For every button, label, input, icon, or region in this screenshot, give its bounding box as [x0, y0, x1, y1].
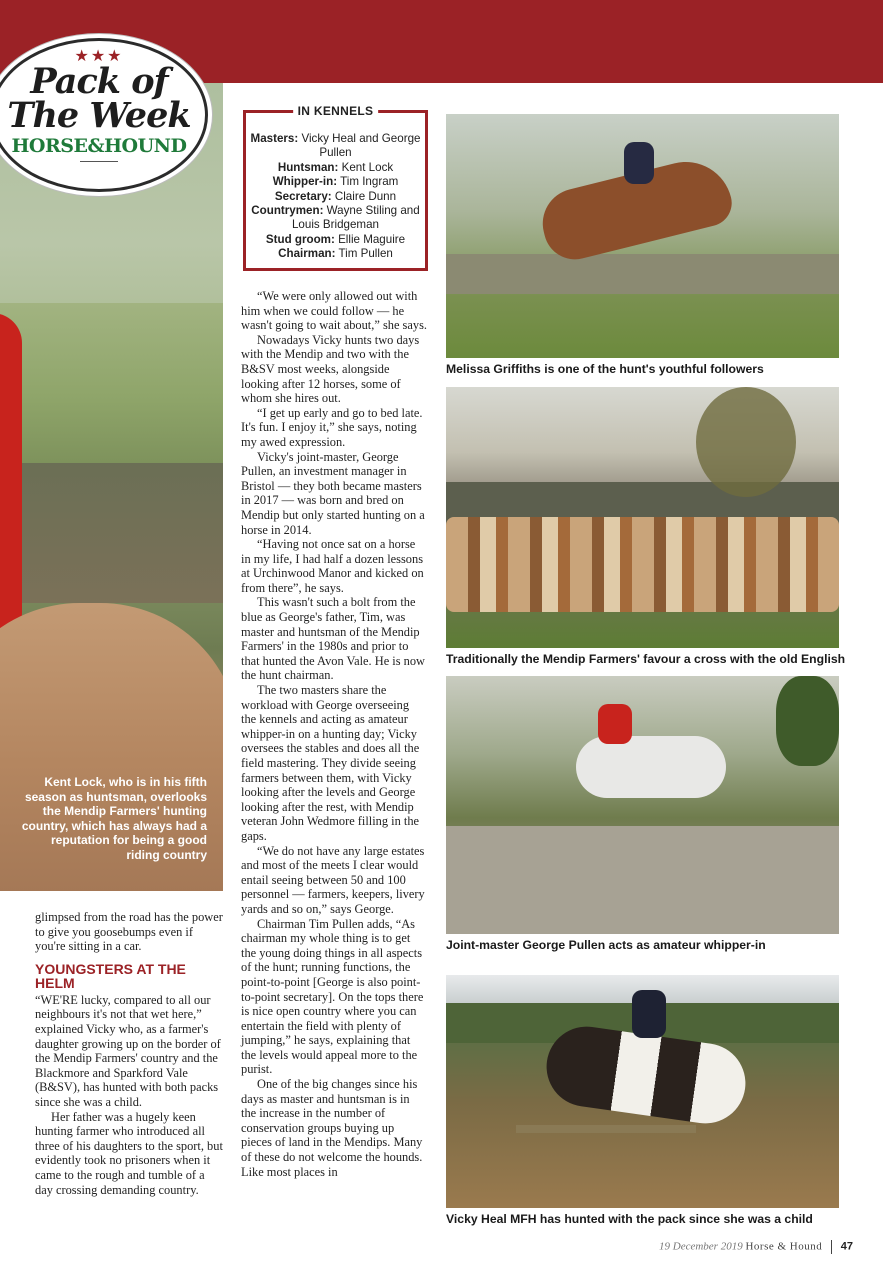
paragraph: “Having not once sat on a horse in my life, I had half a dozen lessons at Urchinwood Manor and kicked on from there”, he says.: [241, 537, 424, 595]
red-coat-rider: [598, 704, 632, 744]
badge-divider: [80, 161, 118, 162]
kennels-value: Wayne Stiling and Louis Bridgeman: [291, 204, 420, 232]
kennels-row: [250, 204, 421, 233]
rider-shape: [632, 990, 666, 1038]
hound-pack: [446, 517, 839, 612]
kennels-row: [250, 161, 421, 175]
kennels-value: Claire Dunn: [334, 189, 397, 203]
photo-hedge: [0, 463, 223, 603]
photo-caption: Traditionally the Mendip Farmers' favour a cross with the old English: [446, 652, 846, 666]
paragraph: Her father was a hugely keen hunting farmer who introduced all three of his daughters to the sport, but evidently took no prisoners when it came to the rough and tumble of a day crossing demanding country.: [35, 1109, 223, 1197]
kennels-row: [250, 190, 421, 204]
kennels-label: Countrymen:: [251, 204, 324, 218]
paragraph: “We do not have any large estates and most of the meets I clear would entail seeing between 50 and 100 personnel — farmers, keepers, livery yards and so on,” says George.: [241, 843, 425, 916]
kennels-row: [250, 175, 421, 189]
grey-horse-photo: [446, 676, 839, 934]
badge-brand: HORSE&HOUND: [11, 135, 187, 157]
paragraph: “WE'RE lucky, compared to all our neighbours it's not that wet here,” explained Vicky who, as a farmer's daughter growing up on the border of the Mendip Farmers' country and the Blackmore and Sparkford Vale (B&SV), has hunted with both packs since she was a child.: [35, 992, 221, 1109]
kennels-value: Ellie Maguire: [338, 232, 406, 246]
paragraph: glimpsed from the road has the power to give you goosebumps even if you're sitting in a car.: [35, 910, 223, 954]
rider-shape: [624, 142, 654, 184]
paragraph: One of the big changes since his days as master and huntsman is in the increase in the number of conservation groups buying up pieces of land in the Mendips. Many of these do not welcome the hounds. Like most places in: [241, 1077, 423, 1179]
kennels-label: Whipper-in:: [272, 175, 338, 189]
paragraph: Nowadays Vicky hunts two days with the Mendip and two with the B&SV most weeks, alongside looking after 12 horses, some of whom she hires out.: [241, 332, 420, 406]
subheading: YOUNGSTERS AT THE HELM: [35, 960, 186, 991]
kennels-value: Kent Lock: [341, 160, 394, 174]
rider-jumping-photo: [446, 114, 839, 358]
photo-caption: Vicky Heal MFH has hunted with the pack since she was a child: [446, 1212, 813, 1226]
page-number: 47: [840, 1240, 853, 1253]
page-footer: [659, 1240, 853, 1254]
in-kennels-title: IN KENNELS: [293, 104, 379, 118]
grey-horse-shape: [576, 736, 726, 798]
hounds-photo: [446, 387, 839, 648]
kennels-value: Tim Pullen: [338, 247, 393, 261]
paragraph: “I get up early and go to bed late. It's fun. I enjoy it,” she says, noting my awed expression.: [241, 405, 423, 449]
article-column-left: [35, 910, 225, 1197]
paragraph: The two masters share the workload with George overseeing the kennels and acting as amateur whipper-in on a hunting day; Vicky oversees the stables and does all the field mastering. They divide seeing farmers between them, with Vicky looking after the levels and George looking after the rest, with Mendip veteran John Wedmore filling in the gaps.: [241, 683, 420, 843]
tree-shape: [776, 676, 839, 766]
magazine-name: Horse & Hound: [745, 1240, 823, 1253]
paragraph: “We were only allowed out with him when we could follow — he wasn't going to wait about,” she says.: [241, 289, 427, 333]
kennels-value: Vicky Heal and George Pullen: [301, 132, 421, 160]
photo-field: [0, 303, 223, 463]
tree-shape: [696, 387, 796, 497]
kennels-label: Stud groom:: [265, 232, 335, 246]
photo-caption: Joint-master George Pullen acts as amateur whipper-in: [446, 938, 766, 952]
fence-rail: [516, 1125, 696, 1133]
footer-divider: [831, 1240, 832, 1254]
stone-wall: [446, 826, 839, 934]
paragraph: Chairman Tim Pullen adds, “As chairman my whole thing is to get the young doing things in all aspects of the hunt; running functions, the point-to-point [George is also point-to-point secretary]. On the tops there is nice open country where you can entertain the field with plenty of jumping,” he says, explaining that the levels would appeal more to the purist.: [241, 916, 424, 1077]
kennels-label: Masters:: [250, 132, 299, 145]
kennels-label: Chairman:: [278, 247, 336, 261]
kennels-row: [250, 233, 421, 247]
kennels-value: Tim Ingram: [340, 175, 399, 189]
paragraph: Vicky's joint-master, George Pullen, an investment manager in Bristol — they both became masters in 2017 — was born and bred on Mendip but only started hunting on a horse in 2014.: [241, 449, 425, 537]
huntsman-photo: [0, 83, 223, 891]
kennels-label: Secretary:: [274, 189, 332, 203]
kennels-label: Huntsman:: [277, 160, 339, 174]
huntsman-photo-caption: Kent Lock, who is in his fifth season as huntsman, overlooks the Mendip Farmers' hunting country, which has always had a reputation for being a good riding country: [21, 775, 207, 862]
kennels-row: [250, 132, 421, 161]
badge-title: Pack of The Week: [7, 61, 191, 136]
issue-date: 19 December 2019: [659, 1240, 743, 1253]
photo-red-coat: [0, 313, 22, 643]
in-kennels-box: [243, 104, 428, 271]
piebald-horse-photo: [446, 975, 839, 1208]
photo-caption: Melissa Griffiths is one of the hunt's youthful followers: [446, 362, 764, 376]
article-column-middle: [241, 289, 427, 1179]
stone-wall: [446, 254, 839, 294]
pack-of-the-week-badge: [0, 38, 208, 192]
paragraph: This wasn't such a bolt from the blue as George's father, Tim, was master and huntsman of the Mendip Farmers' in the 1980s and prior to that hunted the Avon Vale. He is now the hunt chairman.: [241, 595, 425, 683]
stars-icon: ★★★: [74, 48, 124, 65]
kennels-row: [250, 247, 421, 261]
